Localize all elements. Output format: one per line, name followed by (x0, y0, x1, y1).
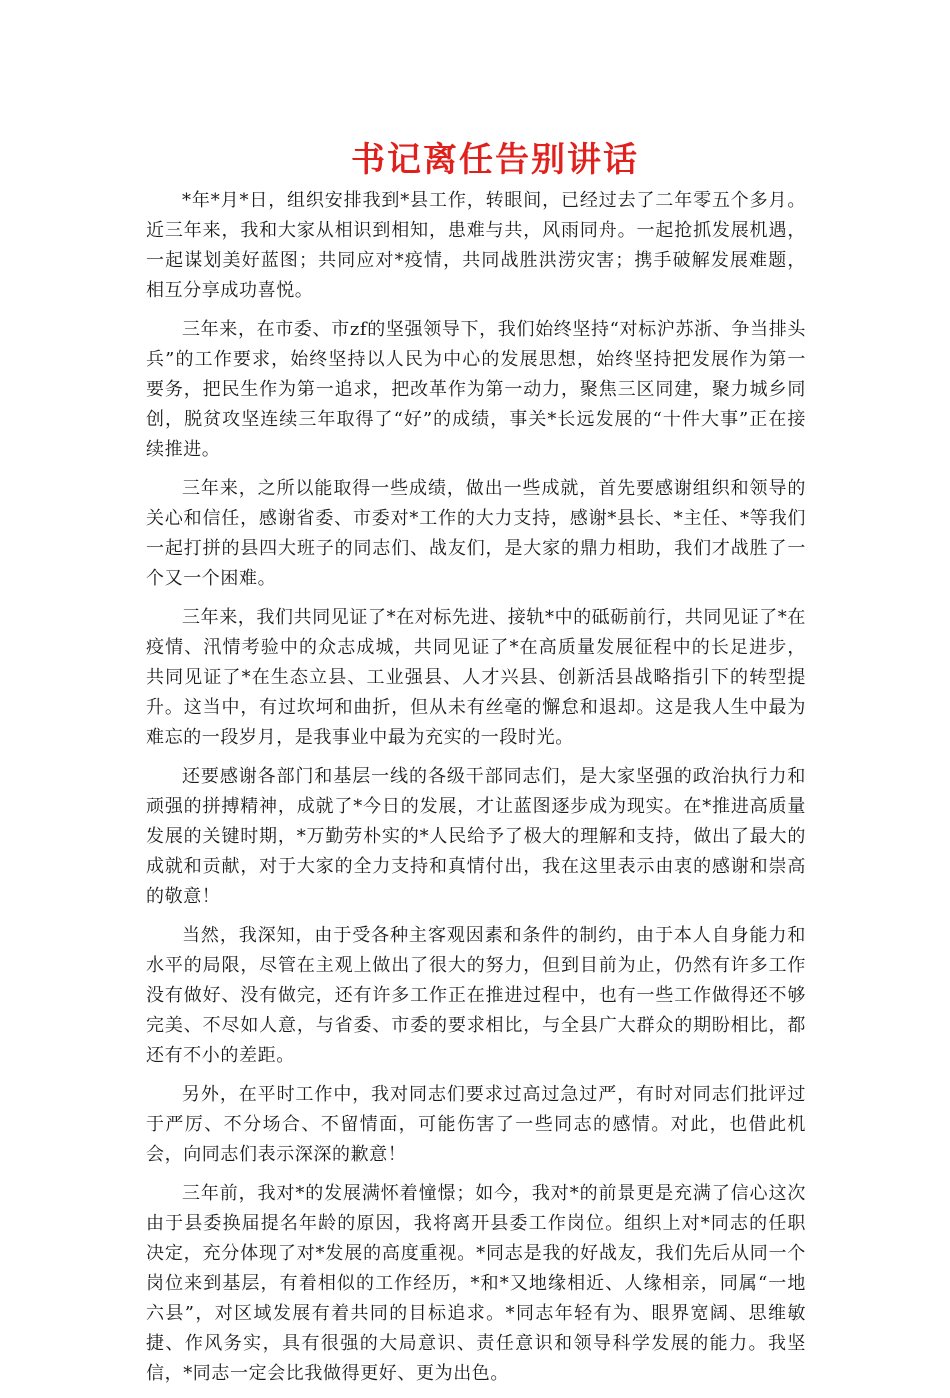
paragraph: 三年来，之所以能取得一些成绩，做出一些成就，首先要感谢组织和领导的关心和信任，感谢省委、市委对*工作的大力支持，感谢*县长、*主任、*等我们一起打拼的县四大班子的同志们、战友们，是大家的鼎力相助，我们才战胜了一个又一个困难。 (146, 478, 806, 589)
document-body (146, 186, 806, 1398)
document-title: 书记离任告别讲话 (351, 140, 639, 180)
paragraph: 三年来，在市委、市zf的坚强领导下，我们始终坚持“对标沪苏浙、争当排头兵”的工作要求，始终坚持以人民为中心的发展思想，始终坚持把发展作为第一要务，把民生作为第一追求，把改革作为第一动力，聚焦三区同建，聚力城乡同创，脱贫攻坚连续三年取得了“好”的成绩，事关*长远发展的“十件大事”正在接续推进。 (146, 319, 806, 460)
paragraph: 当然，我深知，由于受各种主客观因素和条件的制约，由于本人自身能力和水平的局限，尽管在主观上做出了很大的努力，但到目前为止，仍然有许多工作没有做好、没有做完，还有许多工作正在推进过程中，也有一些工作做得还不够完美、不尽如人意，与省委、市委的要求相比，与全县广大群众的期盼相比，都还有不小的差距。 (146, 925, 806, 1066)
paragraph: *年*月*日，组织安排我到*县工作，转眼间，已经过去了二年零五个多月。近三年来，我和大家从相识到相知，患难与共，风雨同舟。一起抢抓发展机遇，一起谋划美好蓝图；共同应对*疫情，共同战胜洪涝灾害；携手破解发展难题，相互分享成功喜悦。 (146, 190, 806, 301)
paragraph: 三年来，我们共同见证了*在对标先进、接轨*中的砥砺前行，共同见证了*在疫情、汛情考验中的众志成城，共同见证了*在高质量发展征程中的长足进步，共同见证了*在生态立县、工业强县、人才兴县、创新活县战略指引下的转型提升。这当中，有过坎坷和曲折，但从未有丝毫的懈怠和退却。这是我人生中最为难忘的一段岁月，是我事业中最为充实的一段时光。 (146, 607, 806, 748)
paragraph: 三年前，我对*的发展满怀着憧憬；如今，我对*的前景更是充满了信心这次由于县委换届提名年龄的原因，我将离开县委工作岗位。组织上对*同志的任职决定，充分体现了对*发展的高度重视。*同志是我的好战友，我们先后从同一个岗位来到基层，有着相似的工作经历，*和*又地缘相近、人缘相亲，同属“一地六县”，对区域发展有着共同的目标追求。*同志年轻有为、眼界宽阔、思维敏捷、作风务实，具有很强的大局意识、责任意识和领导科学发展的能力。我坚信，*同志一定会比我做得更好、更为出色。 (146, 1183, 806, 1384)
paragraph: 还要感谢各部门和基层一线的各级干部同志们，是大家坚强的政治执行力和顽强的拼搏精神，成就了*今日的发展，才让蓝图逐步成为现实。在*推进高质量发展的关键时期，*万勤劳朴实的*人民给予了极大的理解和支持，做出了最大的成就和贡献，对于大家的全力支持和真情付出，我在这里表示由衷的感谢和崇高的敬意！ (146, 766, 806, 907)
paragraph: 另外，在平时工作中，我对同志们要求过高过急过严，有时对同志们批评过于严厉、不分场合、不留情面，可能伤害了一些同志的感情。对此，也借此机会，向同志们表示深深的歉意！ (146, 1084, 806, 1165)
